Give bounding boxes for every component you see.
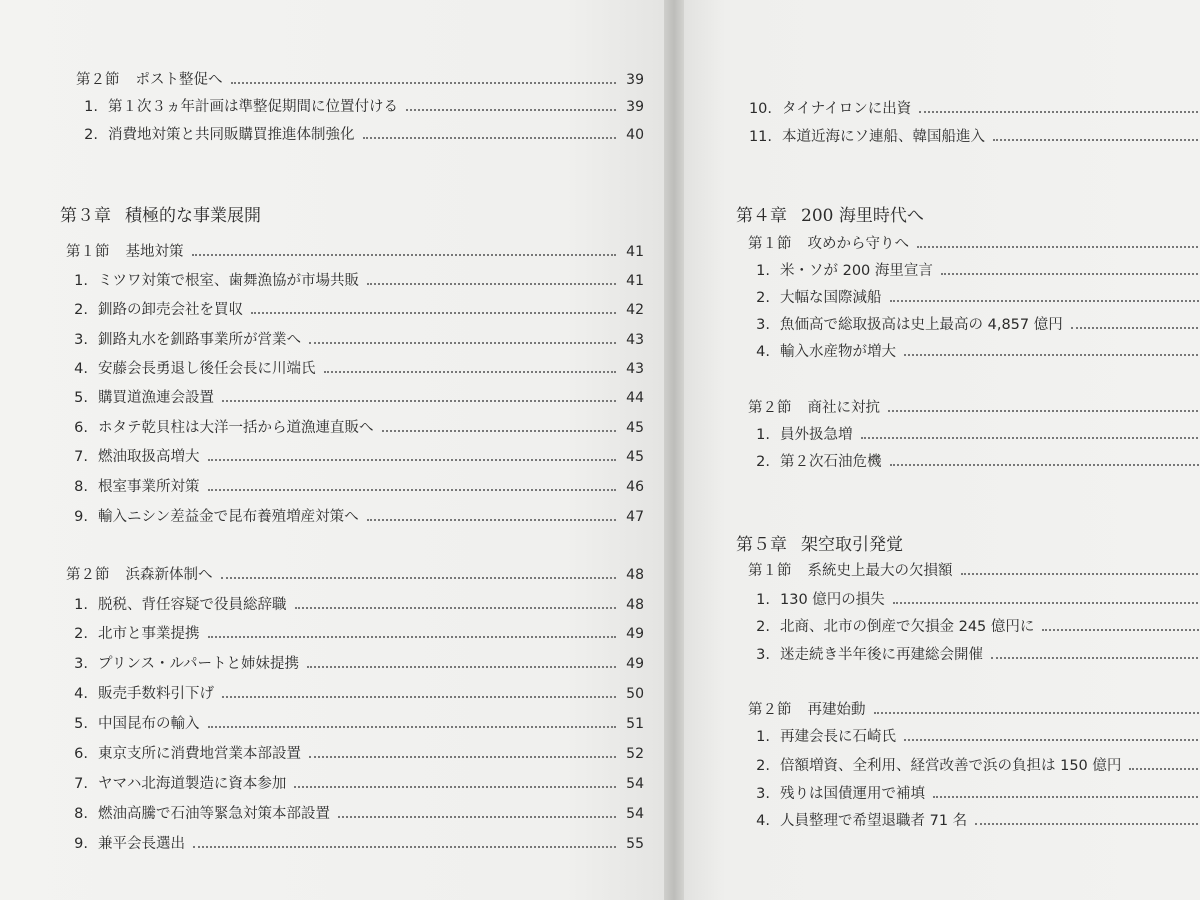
toc-item (754, 590, 1200, 610)
section-title: 商社に対抗 (807, 400, 880, 416)
toc-item (754, 452, 1200, 472)
dot-leader (208, 487, 617, 491)
page-number: 44 (626, 390, 644, 406)
item-number: 1. (74, 597, 88, 613)
dot-leader (367, 517, 616, 521)
page-number: 40 (626, 127, 644, 143)
section-label: 第２節 (748, 702, 792, 718)
item-number: 1. (74, 273, 88, 289)
item-title: ホタテ乾貝柱は大洋一括から道漁連直販へ (98, 420, 374, 436)
page-number: 48 (626, 597, 644, 613)
page-number: 48 (626, 567, 644, 583)
page-number: 49 (626, 656, 644, 672)
toc-item (72, 388, 644, 408)
page-number: 51 (626, 716, 644, 732)
dot-leader (309, 340, 616, 344)
item-title: 根室事業所対策 (98, 479, 200, 495)
item-title: 脱税、背任容疑で役員総辞職 (98, 597, 287, 613)
item-number: 3. (74, 656, 88, 672)
dot-leader (307, 664, 616, 668)
item-number: 5. (74, 390, 88, 406)
dot-leader (874, 710, 1200, 714)
dot-leader (208, 724, 617, 728)
page-number: 50 (626, 686, 644, 702)
toc-item (754, 727, 1200, 747)
dot-leader (222, 694, 616, 698)
toc-item (72, 359, 644, 379)
toc-item (82, 97, 644, 117)
toc-section (748, 398, 1200, 418)
page-number: 49 (626, 626, 644, 642)
item-title: 倍額増資、全利用、経営改善で浜の負担は 150 億円 (780, 758, 1122, 774)
item-title: 兼平会長選出 (98, 836, 185, 852)
item-number: 1. (756, 729, 770, 745)
chapter-heading (736, 206, 924, 226)
dot-leader (893, 600, 1200, 604)
chapter-label: 第３章 (60, 206, 111, 226)
dot-leader (888, 408, 1200, 412)
item-title: 購買道漁連会設置 (98, 390, 214, 406)
toc-item (72, 714, 644, 734)
toc-item (72, 804, 644, 824)
item-title: 釧路の卸売会社を買収 (98, 302, 243, 318)
toc-item (754, 784, 1200, 804)
dot-leader (193, 844, 616, 848)
dot-leader (1042, 627, 1200, 631)
dot-leader (917, 244, 1200, 248)
page-number: 43 (626, 332, 644, 348)
item-number: 11. (748, 129, 772, 145)
dot-leader (991, 655, 1200, 659)
item-number: 7. (74, 449, 88, 465)
toc-item (72, 595, 644, 615)
dot-leader (192, 252, 617, 256)
item-title: 中国昆布の輸入 (98, 716, 200, 732)
item-number: 9. (74, 836, 88, 852)
item-number: 2. (756, 290, 770, 306)
item-number: 3. (756, 786, 770, 802)
toc-item (754, 315, 1200, 335)
item-title: 迷走続き半年後に再建総会開催 (780, 647, 983, 663)
item-title: 燃油高騰で石油等緊急対策本部設置 (98, 806, 330, 822)
item-title: 米・ソが 200 海里宣言 (780, 263, 933, 279)
item-number: 4. (74, 686, 88, 702)
toc-item (754, 756, 1200, 776)
item-title: 130 億円の損失 (780, 592, 885, 608)
toc-item (748, 127, 1200, 147)
item-title: 再建会長に石崎氏 (780, 729, 896, 745)
item-title: タイナイロンに出資 (782, 101, 912, 117)
dot-leader (295, 605, 617, 609)
item-title: 北商、北市の倒産で欠損金 245 億円に (780, 619, 1035, 635)
dot-leader (367, 281, 616, 285)
page-number: 39 (626, 99, 644, 115)
item-title: 員外扱急増 (780, 427, 853, 443)
item-number: 3. (756, 317, 770, 333)
dot-leader (861, 435, 1200, 439)
right-toc (684, 0, 1200, 900)
toc-section (76, 70, 644, 90)
item-number: 2. (74, 302, 88, 318)
section-title: ポスト整促へ (135, 72, 223, 88)
item-title: 北市と事業提携 (98, 626, 200, 642)
item-title: 魚価高で総取扱高は史上最高の 4,857 億円 (780, 317, 1063, 333)
dot-leader (993, 137, 1200, 141)
item-number: 2. (74, 626, 88, 642)
section-label: 第１節 (748, 563, 792, 579)
toc-section (748, 700, 1200, 720)
chapter-label: 第５章 (736, 535, 787, 555)
section-title: 浜森新体制へ (125, 567, 213, 583)
item-number: 2. (756, 454, 770, 470)
item-title: ヤマハ北海道製造に資本参加 (98, 776, 287, 792)
item-number: 8. (74, 479, 88, 495)
page-number: 41 (626, 244, 644, 260)
item-title: 消費地対策と共同販購買推進体制強化 (108, 127, 355, 143)
dot-leader (222, 398, 616, 402)
toc-section (748, 561, 1200, 581)
item-number: 4. (74, 361, 88, 377)
page-number: 54 (626, 806, 644, 822)
dot-leader (941, 271, 1200, 275)
toc-item (754, 288, 1200, 308)
item-number: 4. (756, 344, 770, 360)
toc-section (66, 242, 644, 262)
dot-leader (324, 369, 617, 373)
dot-leader (961, 571, 1200, 575)
chapter-heading (60, 206, 261, 226)
chapter-label: 第４章 (736, 206, 787, 226)
item-title: 大幅な国際減船 (780, 290, 882, 306)
dot-leader (338, 814, 616, 818)
dot-leader (208, 457, 617, 461)
dot-leader (933, 794, 1200, 798)
dot-leader (363, 135, 617, 139)
dot-leader (919, 109, 1200, 113)
item-number: 8. (74, 806, 88, 822)
chapter-heading (736, 535, 903, 555)
item-number: 1. (756, 427, 770, 443)
section-label: 第１節 (66, 244, 110, 260)
toc-item (754, 811, 1200, 831)
item-title: 安藤会長勇退し後任会長に川端氏 (98, 361, 316, 377)
page-number: 39 (626, 72, 644, 88)
toc-item (754, 425, 1200, 445)
dot-leader (251, 310, 616, 314)
item-title: 燃油取扱高増大 (98, 449, 200, 465)
section-label: 第１節 (748, 236, 792, 252)
item-number: 6. (74, 746, 88, 762)
dot-leader (231, 80, 617, 84)
toc-item (72, 418, 644, 438)
toc-item (72, 507, 644, 527)
dot-leader (890, 462, 1200, 466)
section-title: 系統史上最大の欠損額 (807, 563, 953, 579)
item-number: 5. (74, 716, 88, 732)
page-number: 45 (626, 449, 644, 465)
item-title: プリンス・ルパートと姉妹提携 (98, 656, 299, 672)
item-title: 東京支所に消費地営業本部設置 (98, 746, 301, 762)
item-number: 3. (756, 647, 770, 663)
toc-item (748, 99, 1200, 119)
book-gutter (664, 0, 684, 900)
item-title: 第１次３ヵ年計画は準整促期間に位置付ける (108, 99, 398, 115)
toc-item (754, 342, 1200, 362)
section-title: 基地対策 (125, 244, 184, 260)
page-number: 43 (626, 361, 644, 377)
section-title: 再建始動 (807, 702, 866, 718)
chapter-title: 積極的な事業展開 (125, 206, 261, 226)
item-number: 2. (756, 619, 770, 635)
item-number: 3. (74, 332, 88, 348)
page-number: 55 (626, 836, 644, 852)
dot-leader (1071, 325, 1200, 329)
item-number: 2. (84, 127, 98, 143)
toc-item (72, 271, 644, 291)
item-title: ミツワ対策で根室、歯舞漁協が市場共販 (98, 273, 359, 289)
chapter-title: 200 海里時代へ (801, 206, 924, 226)
toc-item (72, 774, 644, 794)
item-title: 釧路丸水を釧路事業所が営業へ (98, 332, 301, 348)
toc-item (72, 447, 644, 467)
item-number: 6. (74, 420, 88, 436)
dot-leader (904, 352, 1200, 356)
page-number: 54 (626, 776, 644, 792)
toc-item (72, 834, 644, 854)
item-number: 1. (756, 263, 770, 279)
dot-leader (975, 821, 1200, 825)
toc-item (754, 617, 1200, 637)
toc-item (754, 645, 1200, 665)
toc-item (754, 261, 1200, 281)
dot-leader (208, 634, 617, 638)
page-number: 52 (626, 746, 644, 762)
chapter-title: 架空取引発覚 (801, 535, 903, 555)
item-number: 4. (756, 813, 770, 829)
section-title: 攻めから守りへ (807, 236, 909, 252)
toc-item (72, 624, 644, 644)
item-number: 10. (748, 101, 772, 117)
toc-item (72, 744, 644, 764)
page-number: 46 (626, 479, 644, 495)
dot-leader (904, 737, 1200, 741)
page-number: 45 (626, 420, 644, 436)
item-number: 1. (84, 99, 98, 115)
item-number: 9. (74, 509, 88, 525)
dot-leader (406, 107, 616, 111)
item-title: 本道近海にソ連船、韓国船進入 (782, 129, 985, 145)
item-title: 第２次石油危機 (780, 454, 882, 470)
item-title: 輸入水産物が増大 (780, 344, 896, 360)
page-number: 42 (626, 302, 644, 318)
section-label: 第２節 (76, 72, 120, 88)
toc-item (72, 300, 644, 320)
item-title: 輸入ニシン差益金で昆布養殖増産対策へ (98, 509, 359, 525)
toc-item (72, 684, 644, 704)
page-number: 41 (626, 273, 644, 289)
item-title: 販売手数料引下げ (98, 686, 214, 702)
item-number: 2. (756, 758, 770, 774)
toc-item (72, 330, 644, 350)
page-number: 47 (626, 509, 644, 525)
dot-leader (890, 298, 1200, 302)
right-page (684, 0, 1200, 900)
dot-leader (382, 428, 617, 432)
item-number: 7. (74, 776, 88, 792)
item-number: 1. (756, 592, 770, 608)
toc-item (72, 477, 644, 497)
toc-section (66, 565, 644, 585)
section-label: 第２節 (748, 400, 792, 416)
item-title: 人員整理で希望退職者 71 名 (780, 813, 968, 829)
dot-leader (294, 784, 616, 788)
toc-section (748, 234, 1200, 254)
toc-item (72, 654, 644, 674)
toc-item (82, 125, 644, 145)
item-title: 残りは国債運用で補填 (780, 786, 925, 802)
dot-leader (1129, 766, 1200, 770)
dot-leader (221, 575, 617, 579)
dot-leader (309, 754, 616, 758)
section-label: 第２節 (66, 567, 110, 583)
